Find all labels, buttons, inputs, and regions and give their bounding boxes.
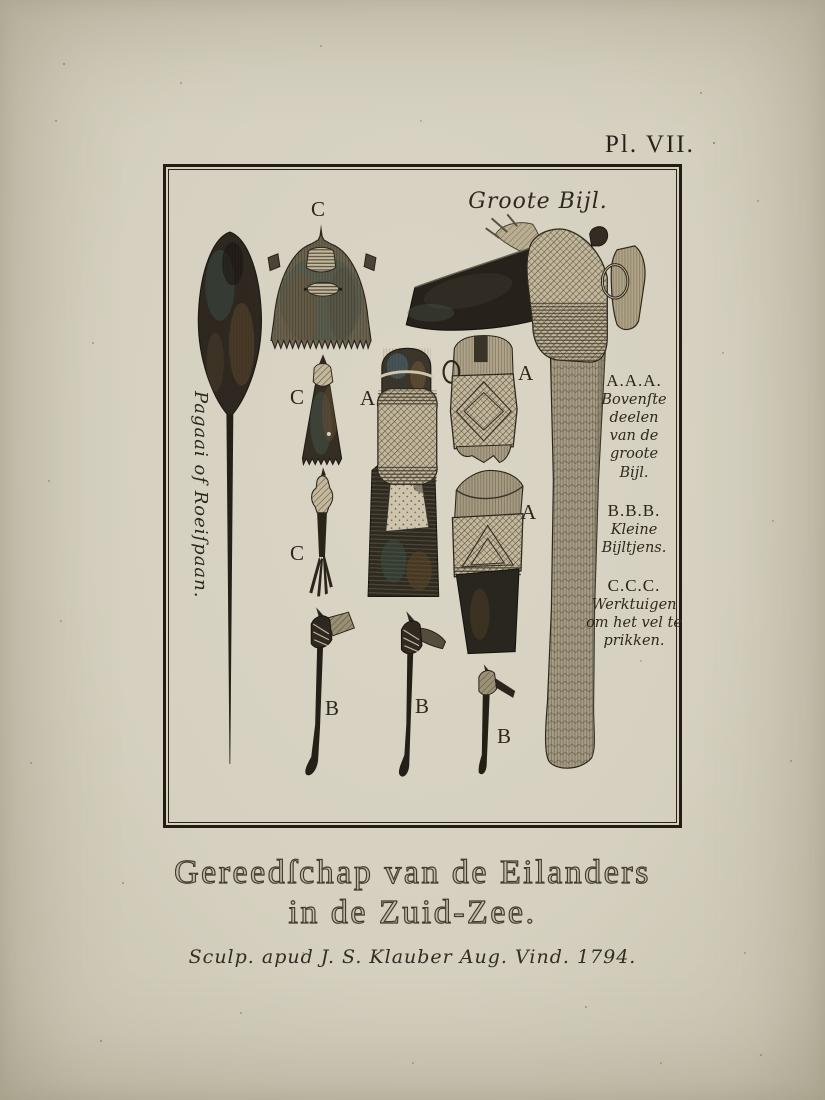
paper-speckles <box>0 0 2 2</box>
legend-entry-a <box>586 371 682 482</box>
legend-line: om het vel te <box>586 615 682 631</box>
groote-bijl-label: Groote Bijl. <box>468 189 608 214</box>
center-adze-illustration <box>365 348 443 598</box>
hatchet-left-illustration <box>305 607 354 775</box>
caption-credit: Sculp. apud J. S. Klauber Aug. Vind. 1794. <box>188 946 637 968</box>
hatchet-left-letter-label: B <box>325 696 340 720</box>
legend-line: prikken. <box>603 633 665 650</box>
legend-line: Kleine <box>610 521 658 538</box>
legend-line: van de groote <box>609 428 659 463</box>
paddle-label: Pagaai of Roeiſpaan. <box>190 391 211 599</box>
legend-line: Bijltjens. <box>601 539 667 556</box>
legend <box>586 371 682 669</box>
legend-key-b: B.B.B. <box>607 500 661 520</box>
scraper-letter-label: C <box>290 385 305 409</box>
hatchet-middle-letter-label: B <box>415 694 430 718</box>
pricker-illustration <box>309 467 333 596</box>
right-top-adze-illustration <box>444 336 518 463</box>
caption-title-line2: in de Zuid-Zee. <box>288 894 537 931</box>
legend-entry-b <box>586 501 682 557</box>
right-bottom-adze-letter-label: A <box>521 500 537 524</box>
legend-key-a: A.A.A. <box>606 371 662 390</box>
pricker-letter-label: C <box>290 541 305 565</box>
right-bottom-adze-illustration <box>452 470 523 653</box>
legend-entry-c <box>586 576 682 650</box>
right-top-adze-letter-label: A <box>518 361 534 385</box>
hatchet-right-letter-label: B <box>497 724 512 748</box>
plate-number: Pl. VII. <box>605 131 695 158</box>
legend-line: Bijl. <box>619 464 649 481</box>
comb-illustration <box>267 224 377 352</box>
comb-letter-label: C <box>311 197 326 221</box>
legend-line: Bovenſte deelen <box>601 392 667 427</box>
plate-content <box>174 175 682 817</box>
legend-key-c: C.C.C. <box>607 575 661 595</box>
plate-frame-inner-border <box>168 169 682 823</box>
hatchet-right-illustration <box>479 664 516 774</box>
caption-title-line1: Gereedſchap van de Eilanders <box>174 854 651 891</box>
scraper-illustration <box>299 354 344 465</box>
center-adze-letter-label: A <box>360 386 376 410</box>
plate-frame <box>163 164 682 828</box>
legend-line: Werktuigen <box>591 596 677 613</box>
